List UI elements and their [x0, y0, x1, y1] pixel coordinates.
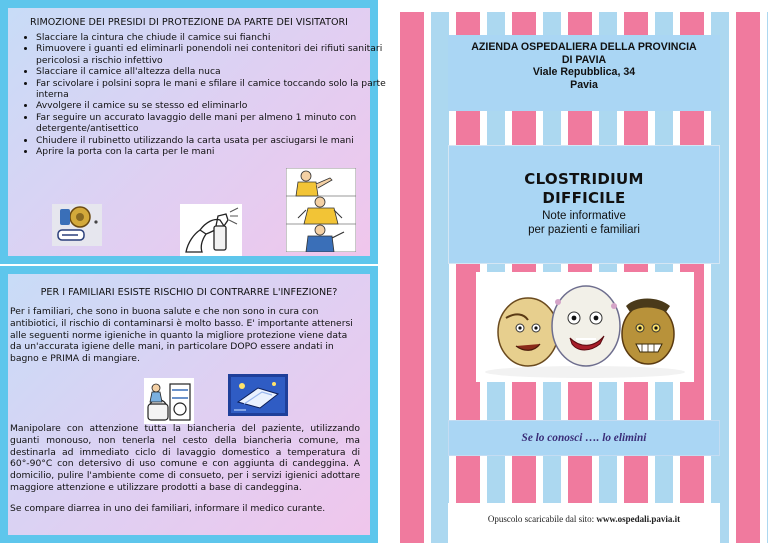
organization-name-line1: AZIENDA OSPEDALIERA DELLA PROVINCIA — [471, 41, 697, 53]
list-item: • Far scivolare i polsini sopra le mani e sfilare il camice toccando solo la parte interna — [36, 78, 386, 101]
family-risk-paragraph: Per i familiari, che sono in buona salute e che non sono in cura con antibiotici, il rischio di contaminarsi è molto basso. E' importante attenersi alle seguenti norme igieniche in quanto la migliore protezione viene data da un'accurata igiene delle mani, in particolare DOPO essere andati in bagno e PRIMA di mangiare. — [10, 306, 353, 365]
diarrhea-advice-paragraph: Se compare diarrea in uno dei familiari, informare il medico curante. — [10, 503, 326, 514]
laundry-icon — [144, 378, 194, 424]
cleaning-icon — [228, 374, 288, 416]
brochure-cover — [400, 12, 768, 543]
motto-box — [448, 420, 720, 456]
list-item: • Aprire la porta con la carta per le mani — [36, 146, 386, 157]
panel-title: PER I FAMILIARI ESISTE RISCHIO DI CONTRARRE L'INFEZIONE? — [40, 287, 338, 298]
organization-name-line2: DI PAVIA — [561, 53, 607, 66]
hand-washing-icon — [180, 204, 242, 256]
laundry-instructions-paragraph: Manipolare con attenzione tutta la biancheria del paziente, utilizzando guanti monouso, non tenerla nel cesto della biancheria comune, ma destinarla ad immediato ciclo di lavaggio domestico a temperatura di 60°-90°C con detersivo di uso comune e con aggiunta di candeggina. A domicilio, pulire l'ambiente come di consueto, per i servizi igienici adottare maggiore attenzione e utilizzare prodotti a base di candeggina. — [10, 423, 360, 493]
list-item: • Slacciare il camice all'altezza della nuca — [36, 66, 386, 77]
list-item: • Chiudere il rubinetto utilizzando la carta usata per asciugarsi le mani — [36, 135, 386, 146]
visitor-ppe-removal-panel — [0, 0, 386, 264]
hospital-header — [448, 35, 720, 111]
subtitle-line1: Note informative — [542, 210, 626, 222]
title-line1: CLOSTRIDIUM — [524, 170, 644, 188]
website-link[interactable]: www.ospedali.pavia.it — [596, 514, 681, 524]
illustration-frame — [476, 272, 694, 382]
soap-dispenser-icon — [52, 204, 102, 246]
list-item: • Slacciare la cintura che chiude il camice sui fianchi — [36, 32, 386, 43]
instructions-list — [12, 32, 386, 157]
address: Viale Repubblica, 34 — [532, 66, 636, 79]
bacteria-cartoon — [476, 272, 694, 382]
motto: Se lo conosci …. lo elimini — [521, 432, 647, 444]
footer — [448, 503, 720, 543]
title-line2: DIFFICILE — [542, 189, 626, 207]
panel-title: RIMOZIONE DEI PRESIDI DI PROTEZIONE DA PARTE DEI VISITATORI — [29, 17, 348, 28]
list-item: • Rimuovere i guanti ed eliminarli ponendoli nei contenitori dei rifiuti sanitari pericolosi a rischio infettivo — [36, 43, 386, 66]
list-item: • Far seguire un accurato lavaggio delle mani per almeno 1 minuto con detergente/antisettico — [36, 112, 386, 135]
download-note — [448, 514, 720, 524]
list-item: • Avvolgere il camice su se stesso ed eliminarlo — [36, 100, 386, 111]
family-risk-panel — [0, 266, 378, 543]
title-box — [448, 145, 720, 264]
undressing-figures-icon — [286, 168, 356, 252]
download-note-prefix: Opuscolo scaricabile dal sito: — [487, 514, 597, 524]
subtitle-line2: per pazienti e familiari — [528, 224, 640, 236]
city: Pavia — [570, 78, 598, 91]
